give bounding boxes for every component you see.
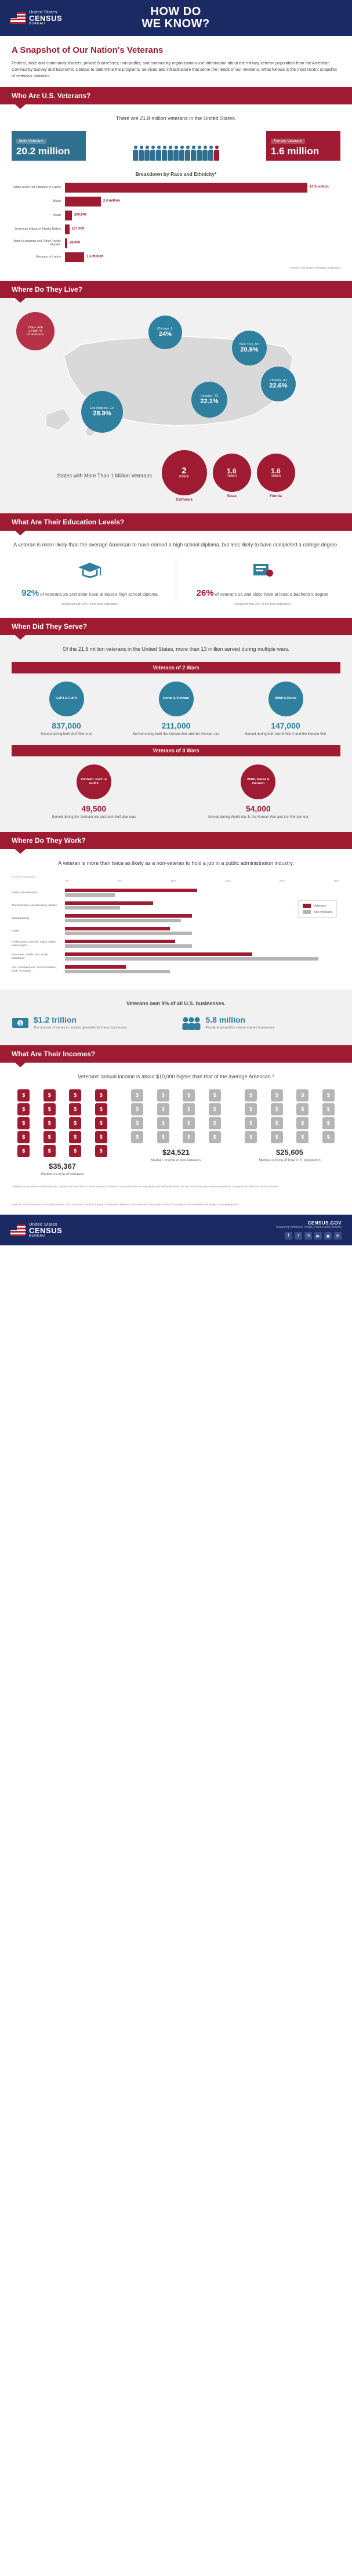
youtube-icon[interactable]: ▶ (314, 1232, 322, 1240)
legend-swatch (303, 910, 311, 914)
industry-row (12, 901, 340, 911)
graduation-cap-icon (12, 557, 168, 584)
axis-tick: 5% (118, 879, 122, 883)
coin-icon: $ (296, 1089, 309, 1102)
axis-tick: 25% (333, 879, 339, 883)
million-states-title: States with More Than 1 Million Veterans (57, 473, 152, 479)
coin-icon: $ (245, 1089, 257, 1102)
map-bubble-houston (191, 382, 227, 418)
income-dotgrid (125, 1089, 227, 1143)
industry-label: Transportation, warehousing, utilities (12, 904, 57, 907)
people-pictogram (86, 131, 266, 161)
income-note: * Median income refers to those who are 18 years and over with income in the past 12 months. Income includes not only wages and self-employment, but also Social Security, retirement pensions, VA payments, and other forms of income. (12, 1184, 279, 1188)
business-stat-employees (182, 1016, 341, 1034)
coin-icon: $ (322, 1131, 335, 1143)
race-bar-row (12, 197, 340, 206)
section-header-who: Who Are U.S. Veterans? (0, 87, 352, 104)
race-chart-title: Breakdown by Race and Ethnicity* (135, 171, 217, 177)
race-bar-value: 17.5 million (310, 186, 329, 190)
income-lead: Veterans' annual income is about $10,000 higher than that of the average American.* (78, 1074, 274, 1080)
intro-body: Federal, state and community leaders; private businesses; non-profits; and community organizations use information about the military veteran population from the American Community Survey and Economic Census to determine the programs, services and infrastructure that serve the needs of our veterans. What follows is the most recent snapshot of veterans statistics. (12, 60, 337, 79)
industry-row (12, 889, 340, 898)
industry-row (12, 914, 340, 923)
coin-icon: $ (69, 1117, 81, 1129)
income-value: $35,367 (49, 1161, 76, 1171)
flag-icon (10, 1224, 26, 1236)
war-circle-label: WWII, Korea & Vietnam (241, 765, 275, 799)
race-bar-track (65, 224, 340, 234)
legend-item-non-veterans (303, 910, 332, 914)
race-bar-row (12, 252, 340, 262)
war-description: Served during both Gulf War eras (40, 732, 93, 736)
source-note: Sources: 2016 American Community Survey, 2007 Economic Census (Survey of Business Owners). The American Community Survey is a survey and its estimates are subject to sampling error. (12, 1202, 239, 1206)
war-circle-label: Korea & Vietnam (159, 682, 194, 716)
bubble-value: 22.1% (200, 397, 219, 405)
education-stat-highschool (12, 557, 168, 606)
coin-icon: $ (131, 1117, 143, 1129)
title-line-1: HOW DO (150, 5, 201, 18)
map-bubble-los-angeles (81, 391, 123, 433)
coin-icon: $ (157, 1117, 169, 1129)
income-value: $25,605 (276, 1147, 303, 1157)
education-lead: A veteran is more likely than the average American to have earned a high school diploma, but less likely to have completed a college degree. (13, 541, 339, 548)
section-header-service: When Did They Serve? (0, 618, 352, 635)
income-dotgrid (12, 1089, 113, 1157)
two-wars-row (12, 682, 340, 737)
income-col-veterans (12, 1089, 113, 1177)
footer-tagline: Measuring America's People, Places and Economy (276, 1226, 342, 1230)
industry-label: Retail (12, 929, 19, 933)
bubble-city: Houston, TX (200, 394, 219, 398)
footer-site-link[interactable]: CENSUS.GOV (307, 1220, 342, 1226)
map-bubble-phoenix (261, 367, 296, 401)
bubble-city: Chicago, IL (157, 327, 174, 331)
income-col-non-veterans (125, 1089, 227, 1177)
war-stat (43, 765, 144, 820)
education-subtext: compared with 29% of the total population (234, 603, 291, 607)
war-number: 49,500 (81, 804, 107, 814)
coin-icon: $ (95, 1117, 107, 1129)
bubble-city: Phoenix, AZ (269, 378, 288, 382)
intro-block (0, 36, 352, 87)
linkedin-icon[interactable]: in (304, 1232, 312, 1240)
person-icon (139, 146, 144, 161)
map-bubble-new-york (232, 331, 267, 365)
income-value: $24,521 (162, 1147, 190, 1157)
coin-icon: $ (43, 1145, 56, 1157)
education-percent: 26% (196, 588, 214, 599)
coin-icon: $ (209, 1103, 221, 1115)
race-bar-label: American Indian or Alaska Native (14, 227, 61, 231)
title-line-2: WE KNOW? (141, 17, 210, 30)
section-header-education: What Are Their Education Levels? (0, 513, 352, 531)
coin-icon: $ (131, 1089, 143, 1102)
map-bubble-chicago (148, 316, 182, 349)
war-stat (235, 682, 336, 737)
coin-icon: $ (245, 1131, 257, 1143)
female-value: 1.6 million (271, 145, 320, 157)
income-label: Median income of total U.S. population (259, 1158, 321, 1162)
war-description: Served during the Vietnam era and both Gulf War eras (52, 816, 136, 820)
coin-icon: $ (322, 1103, 335, 1115)
coin-icon: $ (95, 1103, 107, 1115)
industry-label: Education, health care, social assistance (12, 953, 48, 960)
diploma-icon (184, 557, 340, 584)
industry-row (12, 940, 340, 949)
education-stat-bachelors (184, 557, 340, 606)
education-desc: of veterans 25 and older have at least a high school diploma (40, 592, 158, 597)
race-bar-label: Asian (53, 213, 61, 218)
income-col-total-population (239, 1089, 340, 1177)
million-veteran-states (12, 450, 340, 502)
business-desc: People employed by veteran-owned businesses (205, 1026, 275, 1030)
education-percent: 92% (21, 588, 39, 599)
race-bar-track (65, 238, 340, 248)
industry-row (12, 965, 340, 974)
race-bar-row (12, 224, 340, 234)
war-description: Served during World War II, the Korean War and the Vietnam era (208, 816, 309, 820)
business-value: 5.8 million (205, 1015, 245, 1025)
footer-census-logo (10, 1222, 62, 1238)
us-map-region (12, 311, 340, 444)
coin-icon: $ (271, 1089, 283, 1102)
state-stat-florida (257, 454, 295, 498)
page-header (0, 0, 352, 36)
who-lead: There are 21.8 million veterans in the United States. (115, 115, 237, 122)
section-body-who (0, 104, 352, 281)
section-body-service (0, 635, 352, 832)
coin-icon: $ (271, 1103, 283, 1115)
coin-icon: $ (322, 1117, 335, 1129)
intro-title: A Snapshot of Our Nation's Veterans (12, 45, 164, 55)
person-icon (162, 146, 167, 161)
education-desc: of veterans 25 and older have at least a bachelor's degree (215, 592, 329, 597)
people-icon (182, 1016, 201, 1034)
race-bar-row (12, 238, 340, 248)
rss-icon[interactable]: ◉ (324, 1232, 332, 1240)
income-comparison (12, 1089, 340, 1177)
male-label: Male Veterans (16, 139, 46, 144)
person-icon (156, 146, 161, 161)
industry-label: Arts, entertainment, accommodation, food, recreation (12, 966, 57, 973)
coin-icon: $ (322, 1089, 335, 1102)
coin-icon: $ (95, 1131, 107, 1143)
state-name: California (176, 497, 193, 502)
svg-text:$: $ (19, 1021, 22, 1027)
state-name: Florida (270, 494, 282, 498)
person-icon (168, 146, 173, 161)
war-number: 837,000 (52, 720, 81, 730)
person-icon (191, 146, 196, 161)
war-description: Served during both World War II and the Korean War (245, 732, 326, 736)
bubble-city: New York, NY (239, 342, 260, 346)
legend-swatch (303, 904, 311, 908)
war-stat (125, 682, 227, 737)
two-wars-band: Veterans of 2 Wars (12, 662, 340, 673)
income-dotgrid (239, 1089, 340, 1143)
race-bar-row (12, 183, 340, 193)
education-stat-text (12, 587, 168, 600)
coin-icon: $ (17, 1117, 30, 1129)
census-logo (10, 10, 62, 26)
race-bar-label: Black (53, 200, 61, 204)
business-stat-receipts (12, 1016, 171, 1034)
income-label: Median income of veterans (41, 1172, 84, 1176)
coin-icon: $ (157, 1131, 169, 1143)
section-body-income (0, 1063, 352, 1200)
race-bar-track (65, 211, 340, 220)
business-stats (12, 1016, 340, 1034)
coin-icon: $ (69, 1103, 81, 1115)
coin-icon: $ (296, 1103, 309, 1115)
person-icon (197, 146, 202, 161)
bubble-value: 20.9% (240, 346, 259, 353)
email-icon[interactable]: ✉ (334, 1232, 342, 1240)
section-body-education (0, 531, 352, 618)
coin-icon: $ (17, 1131, 30, 1143)
coin-icon: $ (183, 1089, 195, 1102)
facebook-icon[interactable]: f (285, 1232, 292, 1240)
work-axis-ticks (65, 880, 340, 883)
race-bar-track (65, 252, 340, 262)
coin-icon: $ (209, 1089, 221, 1102)
person-icon (179, 146, 184, 161)
coin-icon: $ (209, 1117, 221, 1129)
coin-icon: $ (43, 1117, 56, 1129)
coin-icon: $ (43, 1103, 56, 1115)
war-stat (16, 682, 117, 737)
race-bar-label: Hispanic or Latino (35, 255, 61, 259)
coin-icon: $ (157, 1089, 169, 1102)
infographic-page (0, 0, 352, 1245)
legend-label: Veterans (313, 904, 326, 908)
page-title (62, 6, 289, 30)
education-stat-text (184, 587, 340, 600)
three-wars-row (12, 765, 340, 820)
state-unit: million (179, 475, 189, 479)
person-icon (208, 146, 213, 161)
business-desc: The amount of money in receipts generated by these businesses (34, 1026, 127, 1030)
work-axis-title: % of the employed (12, 875, 35, 879)
three-wars-band: Veterans of 3 Wars (12, 745, 340, 756)
coin-icon: $ (131, 1131, 143, 1143)
map-caption-line-2: a High % (28, 329, 42, 333)
coin-icon: $ (131, 1103, 143, 1115)
coin-icon: $ (271, 1117, 283, 1129)
state-circle (257, 454, 295, 492)
axis-tick: 0% (65, 879, 69, 883)
female-label: Female Veterans (271, 139, 305, 144)
male-veterans-box (12, 131, 86, 161)
war-circle-label: WWII & Korea (268, 682, 303, 716)
state-unit: million (226, 474, 237, 478)
logo-line-3: BUREAU (29, 21, 45, 26)
section-header-income: What Are Their Incomes? (0, 1045, 352, 1063)
race-chart-footnote: * Census only shows reporting a single race (288, 266, 340, 269)
female-veterans-box (266, 131, 340, 161)
person-icon (133, 146, 138, 161)
bubble-value: 24% (158, 330, 172, 338)
coin-icon: $ (95, 1145, 107, 1157)
footer-logo-line-2: CENSUS (29, 1226, 63, 1236)
coin-icon: $ (183, 1131, 195, 1143)
state-value: 1.6 (227, 466, 237, 475)
coin-icon: $ (17, 1103, 30, 1115)
industry-row (12, 927, 340, 936)
coin-icon: $ (69, 1145, 81, 1157)
work-lead: A veteran is more than twice as likely as a non-veteran to hold a job in a public administration industry. (58, 860, 294, 867)
bubble-value: 28.9% (93, 410, 111, 417)
coin-icon: $ (183, 1117, 195, 1129)
footer-right (276, 1220, 342, 1240)
footer-logo-line-1: United States (29, 1222, 57, 1227)
industry-label: Public administration (12, 891, 38, 894)
coin-icon: $ (245, 1103, 257, 1115)
axis-tick: 10% (170, 879, 176, 883)
social-links (276, 1232, 342, 1240)
map-caption-line-1: Cities with (27, 325, 43, 329)
coin-icon: $ (245, 1117, 257, 1129)
footer-logo-line-3: BUREAU (29, 1234, 45, 1238)
coin-icon: $ (69, 1089, 81, 1102)
war-circle-label: Gulf I & Gulf II (49, 682, 84, 716)
bubble-value: 22.6% (269, 382, 288, 389)
section-header-work: Where Do They Work? (0, 832, 352, 849)
race-bar-row (12, 211, 340, 220)
industry-label: Professional, scientific mgmt, admin, waste mgmt (12, 940, 57, 947)
coin-icon: $ (296, 1117, 309, 1129)
business-headline: Veterans own 9% of all U.S. businesses. (126, 1000, 226, 1006)
coin-icon: $ (17, 1145, 30, 1157)
state-unit: million (270, 474, 281, 478)
logo-line-1: United States (29, 9, 57, 15)
coin-icon: $ (271, 1131, 283, 1143)
logo-line-2: CENSUS (29, 14, 63, 23)
war-circle-label: Vietnam, Gulf I & Gulf II (77, 765, 111, 799)
twitter-icon[interactable]: t (295, 1232, 302, 1240)
person-icon (202, 146, 208, 161)
coin-icon: $ (209, 1131, 221, 1143)
state-stat-california (162, 450, 207, 502)
race-bar-track (65, 183, 340, 193)
section-body-work (0, 849, 352, 990)
section-body-where-live (0, 298, 352, 513)
work-chart-legend (298, 900, 337, 918)
male-value: 20.2 million (16, 145, 70, 157)
education-stats (12, 557, 340, 606)
person-icon (185, 146, 190, 161)
war-number: 211,000 (161, 720, 191, 730)
gender-comparison (12, 131, 340, 161)
service-lead: Of the 21.8 million veterans in the United States, more than 13 million served during multiple wars. (62, 646, 290, 653)
education-subtext: compared with 86% of the total population (61, 603, 118, 607)
section-header-where-live: Where Do They Live? (0, 281, 352, 298)
war-description: Served during both the Korean War and the Vietnam era (132, 732, 220, 736)
war-number: 147,000 (271, 720, 300, 730)
person-icon (214, 146, 219, 161)
industry-label: Manufacturing (12, 916, 30, 920)
race-bar-value: 1.3 million (86, 255, 104, 259)
money-icon (12, 1016, 29, 1034)
state-value: 2 (182, 466, 187, 476)
coin-icon: $ (17, 1089, 30, 1102)
person-icon (150, 146, 155, 161)
race-bar-label: Native Hawaiian and Other Pacific Islander (13, 239, 61, 247)
state-value: 1.6 (271, 466, 281, 475)
map-bubble-caption (16, 312, 55, 350)
axis-tick: 20% (279, 879, 285, 883)
race-bar-label: White alone not Hispanic or Latino (13, 186, 61, 190)
race-bar-value: 2.4 million (103, 200, 121, 204)
state-circle (162, 450, 207, 495)
business-value: $1.2 trillion (34, 1015, 77, 1025)
flag-icon (10, 12, 26, 24)
person-icon (144, 146, 150, 161)
coin-icon: $ (157, 1103, 169, 1115)
war-number: 54,000 (245, 804, 271, 814)
coin-icon: $ (43, 1089, 56, 1102)
state-stat-texas (213, 454, 251, 498)
coin-icon: $ (95, 1089, 107, 1102)
race-bar-value: 265,000 (74, 213, 87, 218)
race-bar-value: 157,000 (71, 227, 85, 231)
person-icon (173, 146, 179, 161)
business-block (0, 990, 352, 1046)
state-circle (213, 454, 251, 492)
work-industry-chart (12, 889, 340, 974)
income-label: Median income of non-veterans (151, 1158, 201, 1162)
page-footer (0, 1215, 352, 1245)
war-stat (208, 765, 309, 820)
coin-icon: $ (69, 1131, 81, 1143)
race-bar-track (65, 197, 340, 206)
legend-item-veterans (303, 904, 332, 908)
map-caption-line-3: of Veterans (27, 332, 44, 336)
legend-label: Non-veterans (313, 910, 332, 914)
coin-icon: $ (43, 1131, 56, 1143)
coin-icon: $ (296, 1131, 309, 1143)
state-name: Texas (226, 494, 237, 498)
coin-icon: $ (183, 1103, 195, 1115)
bubble-city: Los Angeles, CA (90, 406, 114, 410)
axis-tick: 15% (224, 879, 231, 883)
industry-row (12, 952, 340, 962)
race-bar-value: 28,000 (69, 241, 81, 245)
